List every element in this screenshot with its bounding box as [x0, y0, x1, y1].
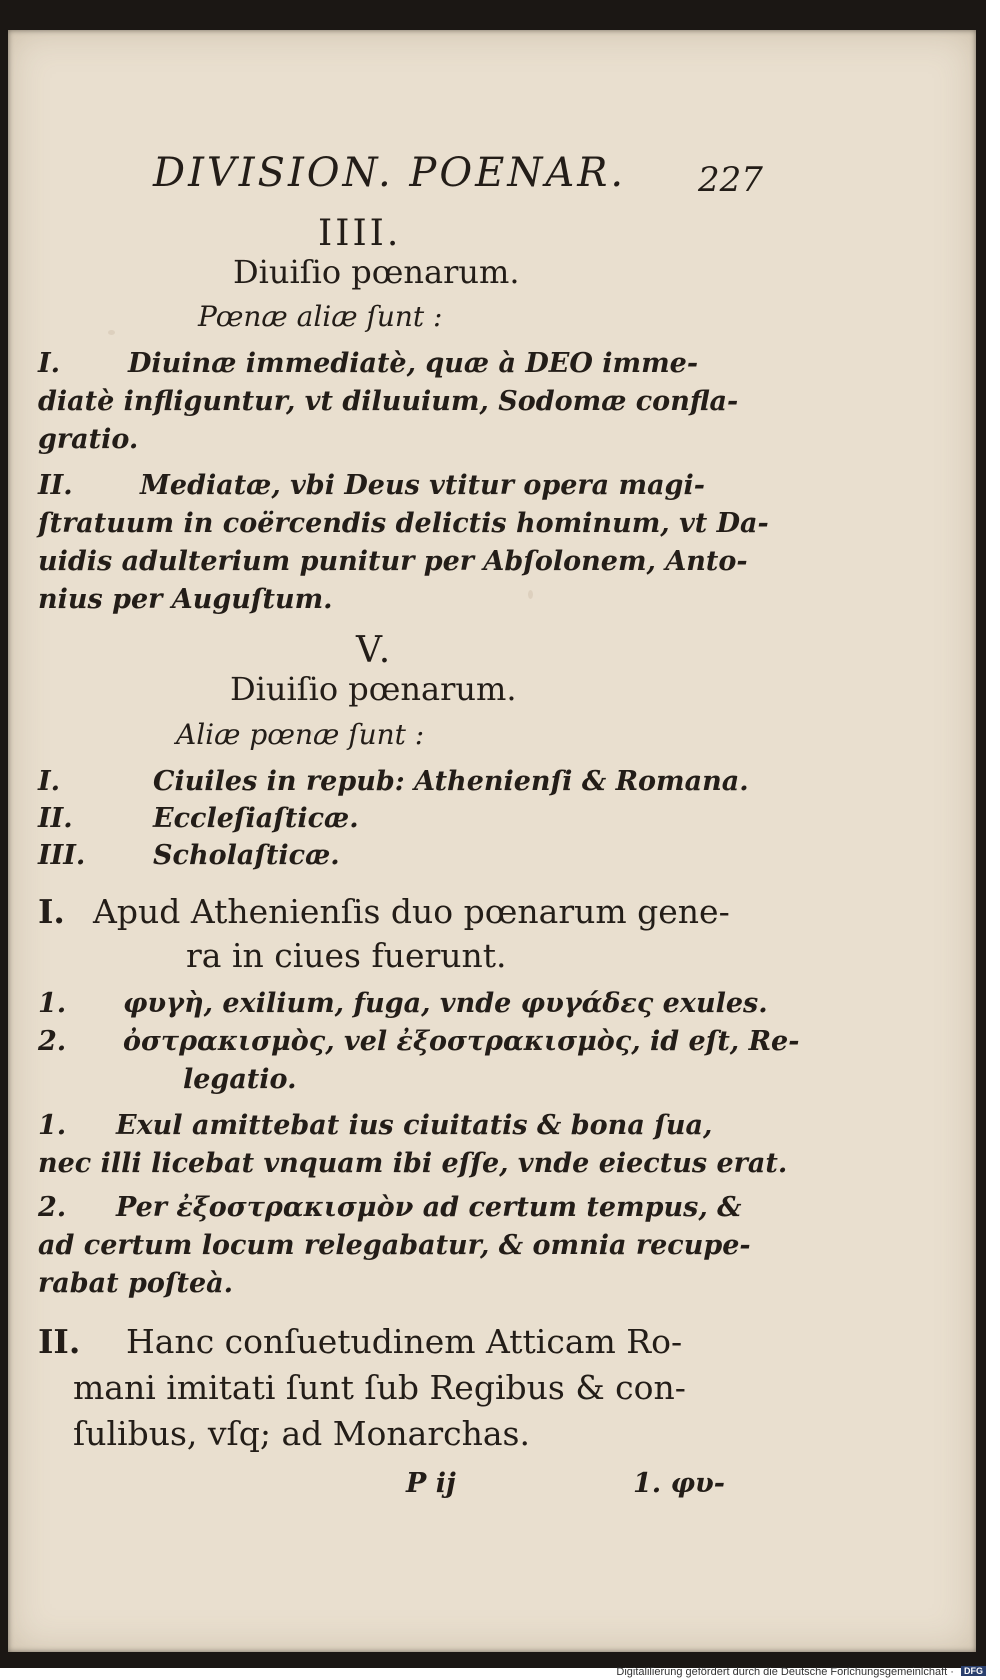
- note-line: rabat poſteà.: [38, 1268, 234, 1299]
- section-4-title: Diuiſio pœnarum.: [233, 253, 520, 291]
- note-line: Exul amittebat ius ciuitatis & bona ſua,: [116, 1110, 713, 1141]
- section-5-title: Diuiſio pœnarum.: [230, 670, 517, 708]
- item-label: I.: [38, 766, 61, 797]
- note-line: nec illi licebat vnquam ibi eſſe, vnde eiectus erat.: [38, 1148, 788, 1179]
- paragraph-line: ſulibus, vſq; ad Monarchas.: [73, 1414, 530, 1453]
- paragraph-label: II.: [38, 1322, 81, 1361]
- item-text: Scholaſticæ.: [153, 840, 340, 871]
- item-text: Ciuiles in repub: Athenienſi & Romana.: [153, 766, 749, 797]
- section-5-number: V.: [356, 630, 394, 671]
- section-5-intro: Aliæ pœnæ ſunt :: [176, 718, 425, 751]
- catchword: 1. φυ-: [633, 1468, 725, 1499]
- digitization-credit: Digitaliſierung gefördert durch die Deutsche Forſchungsgemeinſchaft · DFG: [616, 1666, 986, 1678]
- running-head: DIVISION. POENAR.: [153, 150, 627, 196]
- signature-mark: P ij: [406, 1468, 456, 1499]
- note-line: ad certum locum relegabatur, & omnia recupe-: [38, 1230, 751, 1261]
- paper-spot: [108, 330, 115, 335]
- item-label: III.: [38, 840, 86, 871]
- page-number: 227: [698, 160, 763, 200]
- paragraph-line: Apud Athenienſis duo pœnarum gene-: [93, 892, 730, 931]
- paragraph-label: I.: [38, 892, 65, 931]
- paragraph-line: ra in ciues fuerunt.: [186, 936, 507, 975]
- note-label: 1.: [38, 1110, 67, 1141]
- item-label: 2.: [38, 1026, 67, 1057]
- item-label: I.: [38, 348, 61, 379]
- item-text: ὀστρακισμὸς, vel ἐξοστρακισμὸς, id eſt, Re-: [123, 1026, 800, 1057]
- item-text-line: Mediatæ, vbi Deus vtitur opera magi-: [140, 470, 705, 501]
- paragraph-line: mani imitati ſunt ſub Regibus & con-: [73, 1368, 686, 1407]
- item-text: Eccleſiaſticæ.: [153, 803, 359, 834]
- section-4-intro: Pœnæ aliæ ſunt :: [198, 300, 443, 333]
- credit-text: Digitaliſierung gefördert durch die Deutsche Forſchungsgemeinſchaft: [616, 1666, 948, 1678]
- book-page: [8, 30, 976, 1652]
- note-line: Per ἐξοστρακισμὸν ad certum tempus, &: [116, 1192, 742, 1223]
- dfg-logo: DFG: [961, 1666, 986, 1676]
- item-text-line: diatè infliguntur, vt diluuium, Sodomæ confla-: [38, 386, 739, 417]
- item-text-line: ſtratuum in coërcendis delictis hominum, vt Da-: [38, 508, 769, 539]
- item-text: legatio.: [183, 1064, 297, 1095]
- item-text: φυγὴ, exilium, fuga, vnde φυγάδες exules.: [123, 988, 768, 1019]
- section-4-number: IIII.: [318, 213, 402, 254]
- item-label: 1.: [38, 988, 67, 1019]
- paper-spot: [528, 590, 533, 599]
- item-text-line: uidis adulterium punitur per Abſolonem, Anto-: [38, 546, 748, 577]
- item-label: II.: [38, 803, 73, 834]
- note-label: 2.: [38, 1192, 67, 1223]
- paragraph-line: Hanc conſuetudinem Atticam Ro-: [126, 1322, 683, 1361]
- item-text-line: Diuinæ immediatè, quæ à DEO imme-: [128, 348, 699, 379]
- item-label: II.: [38, 470, 73, 501]
- item-text-line: gratio.: [38, 424, 139, 455]
- item-text-line: nius per Auguſtum.: [38, 584, 333, 615]
